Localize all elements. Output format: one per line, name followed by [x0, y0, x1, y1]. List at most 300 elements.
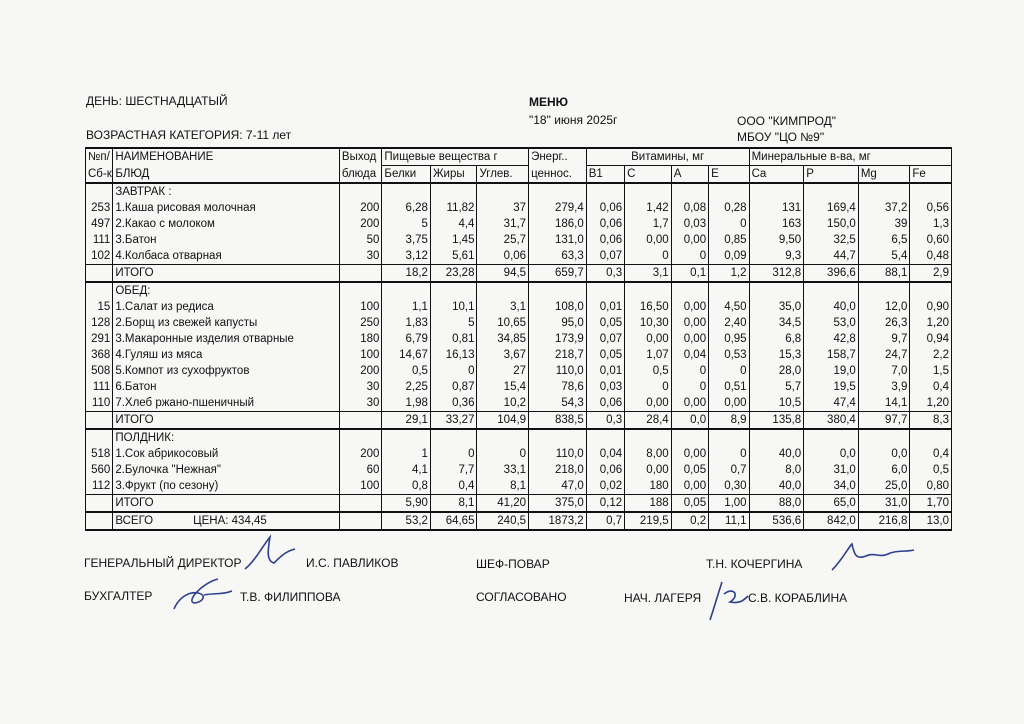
table-row: [86, 478, 952, 495]
value-protein: 3,75: [382, 232, 431, 248]
recipe-number: 110: [86, 395, 113, 412]
value-e: 0,09: [709, 248, 749, 265]
grand-ca: 536,6: [749, 512, 804, 530]
value-p: 42,8: [804, 331, 859, 347]
total-fat: 23,28: [430, 265, 477, 283]
value-fe: 1,3: [910, 216, 952, 232]
value-p: 158,7: [804, 347, 859, 363]
total-carbs: 94,5: [477, 265, 529, 283]
col-yield-header: Выход: [339, 148, 381, 166]
value-c: 0,00: [625, 232, 672, 248]
total-p: 65,0: [804, 495, 859, 513]
total-b1: 0,3: [586, 412, 624, 430]
value-protein: 6,28: [382, 200, 431, 216]
empty-cell: [910, 183, 952, 200]
total-c: 188: [625, 495, 672, 513]
dish-name: 3.Батон: [113, 232, 340, 248]
col-ca-header: Ca: [749, 166, 804, 184]
value-fe: 0,56: [910, 200, 952, 216]
value-e: 0,7: [709, 462, 749, 478]
grand-a: 0,2: [671, 512, 708, 530]
value-carbs: 34,85: [477, 331, 529, 347]
table-row: [86, 232, 952, 248]
total-a: 0,05: [671, 495, 708, 513]
value-b1: 0,01: [586, 299, 624, 315]
total-e: 1,2: [709, 265, 749, 283]
menu-date: "18" июня 2025г: [529, 113, 618, 127]
value-ca: 35,0: [749, 299, 804, 315]
total-ca: 88,0: [749, 495, 804, 513]
value-a: 0,00: [671, 315, 708, 331]
total-protein: 29,1: [382, 412, 431, 430]
total-fe: 2,9: [910, 265, 952, 283]
grand-total-cell: [113, 512, 340, 530]
value-fe: 1,20: [910, 315, 952, 331]
grand-protein: 53,2: [382, 512, 431, 530]
value-a: 0,08: [671, 200, 708, 216]
value-a: 0: [671, 379, 708, 395]
value-p: 47,4: [804, 395, 859, 412]
director-signature: [240, 533, 300, 575]
value-c: 0: [625, 248, 672, 265]
table-row: [86, 315, 952, 331]
total-mg: 31,0: [858, 495, 910, 513]
recipe-number: 368: [86, 347, 113, 363]
table-row: [86, 446, 952, 462]
value-p: 19,5: [804, 379, 859, 395]
director-title: ГЕНЕРАЛЬНЫЙ ДИРЕКТОР: [84, 556, 242, 570]
value-energy: 108,0: [529, 299, 587, 315]
value-mg: 25,0: [858, 478, 910, 495]
section-header-row: [86, 282, 952, 299]
value-b1: 0,03: [586, 379, 624, 395]
col-name-header: НАИМЕНОВАНИЕ: [113, 148, 340, 166]
section-num-cell: [86, 429, 113, 446]
value-fe: 1,20: [910, 395, 952, 412]
total-carbs: 104,9: [477, 412, 529, 430]
total-p: 396,6: [804, 265, 859, 283]
value-e: 0: [709, 363, 749, 379]
empty-cell: [749, 183, 804, 200]
value-e: 2,40: [709, 315, 749, 331]
value-p: 32,5: [804, 232, 859, 248]
value-protein: 1,83: [382, 315, 431, 331]
empty-cell: [382, 282, 431, 299]
value-protein: 1,1: [382, 299, 431, 315]
recipe-number: 111: [86, 379, 113, 395]
dish-yield: 200: [339, 216, 381, 232]
accountant-signature: [168, 573, 238, 615]
value-e: 0,51: [709, 379, 749, 395]
col-a-header: A: [671, 166, 708, 184]
dish-yield: 200: [339, 446, 381, 462]
value-carbs: 31,7: [477, 216, 529, 232]
empty-cell: [709, 282, 749, 299]
director-name: И.С. ПАВЛИКОВ: [306, 556, 399, 570]
value-protein: 6,79: [382, 331, 431, 347]
value-fat: 0,87: [430, 379, 477, 395]
empty-cell: [804, 429, 859, 446]
empty-cell: [910, 282, 952, 299]
menu-title: МЕНЮ: [529, 95, 569, 109]
value-energy: 63,3: [529, 248, 587, 265]
col-yield-subheader: блюда: [339, 166, 381, 184]
value-protein: 2,25: [382, 379, 431, 395]
table-row: [86, 200, 952, 216]
empty-cell: [430, 282, 477, 299]
value-protein: 14,67: [382, 347, 431, 363]
dish-name: 2.Борщ из свежей капусты: [113, 315, 340, 331]
value-ca: 40,0: [749, 478, 804, 495]
value-energy: 95,0: [529, 315, 587, 331]
recipe-number: 112: [86, 478, 113, 495]
value-c: 0,5: [625, 363, 672, 379]
section-title: ПОЛДНИК:: [113, 429, 340, 446]
value-c: 1,7: [625, 216, 672, 232]
recipe-number: 518: [86, 446, 113, 462]
dish-yield: 30: [339, 379, 381, 395]
value-fe: 0,90: [910, 299, 952, 315]
value-b1: 0,06: [586, 200, 624, 216]
dish-name: 4.Гуляш из мяса: [113, 347, 340, 363]
grand-e: 11,1: [709, 512, 749, 530]
value-e: 0,95: [709, 331, 749, 347]
dish-yield: 180: [339, 331, 381, 347]
value-p: 150,0: [804, 216, 859, 232]
empty-cell: [858, 183, 910, 200]
recipe-number: 508: [86, 363, 113, 379]
age-category: ВОЗРАСТНАЯ КАТЕГОРИЯ: 7-11 лет: [86, 128, 292, 142]
menu-body: [86, 183, 952, 530]
empty-cell: [382, 429, 431, 446]
empty-cell: [339, 429, 381, 446]
empty-cell: [858, 282, 910, 299]
value-p: 53,0: [804, 315, 859, 331]
chef-signature: [828, 540, 918, 576]
col-minerals-header: Минеральные в-ва, мг: [749, 148, 951, 166]
col-e-header: E: [709, 166, 749, 184]
total-protein: 5,90: [382, 495, 431, 513]
value-energy: 110,0: [529, 446, 587, 462]
table-row: [86, 363, 952, 379]
section-title: ОБЕД:: [113, 282, 340, 299]
table-row: [86, 216, 952, 232]
table-row: [86, 395, 952, 412]
value-protein: 3,12: [382, 248, 431, 265]
empty-cell: [477, 183, 529, 200]
value-mg: 12,0: [858, 299, 910, 315]
empty-cell: [477, 429, 529, 446]
dish-name: 2.Какао с молоком: [113, 216, 340, 232]
value-e: 0,28: [709, 200, 749, 216]
menu-table: [85, 147, 952, 531]
table-header-row-2: [86, 166, 952, 184]
total-num-cell: [86, 412, 113, 430]
total-p: 380,4: [804, 412, 859, 430]
dish-name: 6.Батон: [113, 379, 340, 395]
value-p: 19,0: [804, 363, 859, 379]
dish-yield: 100: [339, 299, 381, 315]
table-row: [86, 347, 952, 363]
camp-signature: [700, 576, 752, 624]
value-fat: 0,81: [430, 331, 477, 347]
col-vitamins-header: Витамины, мг: [586, 148, 749, 166]
value-carbs: 15,4: [477, 379, 529, 395]
empty-cell: [586, 429, 624, 446]
recipe-number: 128: [86, 315, 113, 331]
value-e: 0,30: [709, 478, 749, 495]
total-fat: 33,27: [430, 412, 477, 430]
value-fe: 0,94: [910, 331, 952, 347]
value-mg: 5,4: [858, 248, 910, 265]
recipe-number: 15: [86, 299, 113, 315]
recipe-number: 111: [86, 232, 113, 248]
col-energy-header: Энерг..: [529, 148, 587, 166]
value-ca: 9,3: [749, 248, 804, 265]
total-label: ИТОГО: [113, 495, 340, 513]
dish-yield: 200: [339, 363, 381, 379]
grand-total-label: ВСЕГО: [115, 515, 154, 527]
table-header-row-1: [86, 148, 952, 166]
value-e: 0,00: [709, 395, 749, 412]
value-c: 10,30: [625, 315, 672, 331]
total-mg: 88,1: [858, 265, 910, 283]
value-ca: 163: [749, 216, 804, 232]
value-p: 31,0: [804, 462, 859, 478]
grand-energy: 1873,2: [529, 512, 587, 530]
empty-cell: [529, 183, 587, 200]
empty-cell: [529, 429, 587, 446]
value-ca: 15,3: [749, 347, 804, 363]
value-c: 16,50: [625, 299, 672, 315]
value-fe: 0,5: [910, 462, 952, 478]
value-mg: 9,7: [858, 331, 910, 347]
value-mg: 0,0: [858, 446, 910, 462]
value-fat: 16,13: [430, 347, 477, 363]
value-ca: 8,0: [749, 462, 804, 478]
value-c: 8,00: [625, 446, 672, 462]
value-fat: 4,4: [430, 216, 477, 232]
col-p-header: P: [804, 166, 859, 184]
value-carbs: 3,67: [477, 347, 529, 363]
value-b1: 0,04: [586, 446, 624, 462]
total-b1: 0,3: [586, 265, 624, 283]
empty-cell: [709, 429, 749, 446]
value-p: 34,0: [804, 478, 859, 495]
value-c: 0: [625, 379, 672, 395]
empty-cell: [625, 183, 672, 200]
col-num-header: №п/: [86, 148, 113, 166]
value-b1: 0,05: [586, 315, 624, 331]
value-fe: 0,80: [910, 478, 952, 495]
value-fat: 10,1: [430, 299, 477, 315]
col-b1-header: B1: [586, 166, 624, 184]
total-ca: 312,8: [749, 265, 804, 283]
dish-yield: 250: [339, 315, 381, 331]
value-c: 180: [625, 478, 672, 495]
table-row: [86, 299, 952, 315]
value-mg: 3,9: [858, 379, 910, 395]
total-yield-cell: [339, 265, 381, 283]
empty-cell: [339, 183, 381, 200]
accountant-title: БУХГАЛТЕР: [84, 589, 153, 603]
total-energy: 838,5: [529, 412, 587, 430]
empty-cell: [625, 429, 672, 446]
total-yield-cell: [339, 495, 381, 513]
grand-carbs: 240,5: [477, 512, 529, 530]
empty-cell: [804, 183, 859, 200]
value-e: 4,50: [709, 299, 749, 315]
value-fe: 0,4: [910, 379, 952, 395]
grand-b1: 0,7: [586, 512, 624, 530]
value-energy: 186,0: [529, 216, 587, 232]
dish-yield: 100: [339, 347, 381, 363]
dish-yield: 50: [339, 232, 381, 248]
value-b1: 0,07: [586, 248, 624, 265]
total-fat: 8,1: [430, 495, 477, 513]
total-mg: 97,7: [858, 412, 910, 430]
dish-yield: 60: [339, 462, 381, 478]
col-energy-subheader: ценнос.: [529, 166, 587, 184]
value-energy: 279,4: [529, 200, 587, 216]
value-energy: 54,3: [529, 395, 587, 412]
value-fat: 0: [430, 363, 477, 379]
value-energy: 218,7: [529, 347, 587, 363]
section-header-row: [86, 183, 952, 200]
dish-name: 3.Фрукт (по сезону): [113, 478, 340, 495]
accountant-name: Т.В. ФИЛИППОВА: [240, 590, 341, 604]
total-a: 0,1: [671, 265, 708, 283]
value-energy: 131,0: [529, 232, 587, 248]
value-protein: 4,1: [382, 462, 431, 478]
value-carbs: 10,65: [477, 315, 529, 331]
dish-name: 4.Колбаса отварная: [113, 248, 340, 265]
value-b1: 0,07: [586, 331, 624, 347]
total-a: 0,0: [671, 412, 708, 430]
day-label: ДЕНЬ: ШЕСТНАДЦАТЫЙ: [86, 94, 228, 108]
col-fe-header: Fe: [910, 166, 952, 184]
value-mg: 24,7: [858, 347, 910, 363]
value-carbs: 3,1: [477, 299, 529, 315]
value-energy: 110,0: [529, 363, 587, 379]
value-c: 0,00: [625, 462, 672, 478]
grand-yield-cell: [339, 512, 381, 530]
dish-name: 2.Булочка "Нежная": [113, 462, 340, 478]
school-name: МБОУ "ЦО №9": [737, 130, 825, 144]
total-b1: 0,12: [586, 495, 624, 513]
total-e: 8,9: [709, 412, 749, 430]
empty-cell: [804, 282, 859, 299]
grand-num-cell: [86, 512, 113, 530]
recipe-number: 102: [86, 248, 113, 265]
recipe-number: 497: [86, 216, 113, 232]
dish-name: 5.Компот из сухофруктов: [113, 363, 340, 379]
value-ca: 28,0: [749, 363, 804, 379]
dish-name: 1.Сок абрикосовый: [113, 446, 340, 462]
value-carbs: 10,2: [477, 395, 529, 412]
value-b1: 0,06: [586, 216, 624, 232]
value-b1: 0,06: [586, 232, 624, 248]
value-fat: 5,61: [430, 248, 477, 265]
col-c-header: C: [625, 166, 672, 184]
empty-cell: [625, 282, 672, 299]
section-total-row: [86, 495, 952, 513]
dish-name: 3.Макаронные изделия отварные: [113, 331, 340, 347]
total-c: 3,1: [625, 265, 672, 283]
empty-cell: [529, 282, 587, 299]
value-mg: 39: [858, 216, 910, 232]
empty-cell: [586, 282, 624, 299]
value-a: 0,00: [671, 395, 708, 412]
camp-title: НАЧ. ЛАГЕРЯ: [624, 591, 702, 605]
value-protein: 0,8: [382, 478, 431, 495]
value-a: 0: [671, 248, 708, 265]
grand-fat: 64,65: [430, 512, 477, 530]
total-energy: 375,0: [529, 495, 587, 513]
grand-fe: 13,0: [910, 512, 952, 530]
value-b1: 0,06: [586, 395, 624, 412]
col-mg-header: Mg: [858, 166, 910, 184]
total-label: ИТОГО: [113, 412, 340, 430]
value-c: 0,00: [625, 395, 672, 412]
section-num-cell: [86, 282, 113, 299]
table-row: [86, 331, 952, 347]
value-ca: 40,0: [749, 446, 804, 462]
value-protein: 1,98: [382, 395, 431, 412]
table-row: [86, 462, 952, 478]
section-total-row: [86, 265, 952, 283]
value-fat: 7,7: [430, 462, 477, 478]
empty-cell: [477, 282, 529, 299]
col-num-subheader: Сб-к: [86, 166, 113, 184]
value-b1: 0,01: [586, 363, 624, 379]
chef-title: ШЕФ-ПОВАР: [476, 557, 550, 571]
value-mg: 7,0: [858, 363, 910, 379]
value-b1: 0,02: [586, 478, 624, 495]
value-p: 169,4: [804, 200, 859, 216]
value-b1: 0,06: [586, 462, 624, 478]
value-carbs: 27: [477, 363, 529, 379]
value-carbs: 33,1: [477, 462, 529, 478]
value-c: 0,00: [625, 331, 672, 347]
total-num-cell: [86, 495, 113, 513]
recipe-number: 560: [86, 462, 113, 478]
value-p: 44,7: [804, 248, 859, 265]
dish-name: 1.Салат из редиса: [113, 299, 340, 315]
value-a: 0,00: [671, 478, 708, 495]
value-ca: 10,5: [749, 395, 804, 412]
value-fe: 2,2: [910, 347, 952, 363]
value-carbs: 37: [477, 200, 529, 216]
value-fat: 1,45: [430, 232, 477, 248]
dish-yield: 200: [339, 200, 381, 216]
value-c: 1,42: [625, 200, 672, 216]
total-ca: 135,8: [749, 412, 804, 430]
empty-cell: [430, 183, 477, 200]
value-a: 0,00: [671, 446, 708, 462]
value-e: 0: [709, 216, 749, 232]
dish-name: 1.Каша рисовая молочная: [113, 200, 340, 216]
empty-cell: [586, 183, 624, 200]
value-a: 0: [671, 363, 708, 379]
value-mg: 26,3: [858, 315, 910, 331]
grand-p: 842,0: [804, 512, 859, 530]
empty-cell: [749, 429, 804, 446]
value-mg: 6,5: [858, 232, 910, 248]
total-fe: 1,70: [910, 495, 952, 513]
chef-name: Т.Н. КОЧЕРГИНА: [706, 557, 803, 571]
dish-name: 7.Хлеб ржано-пшеничный: [113, 395, 340, 412]
